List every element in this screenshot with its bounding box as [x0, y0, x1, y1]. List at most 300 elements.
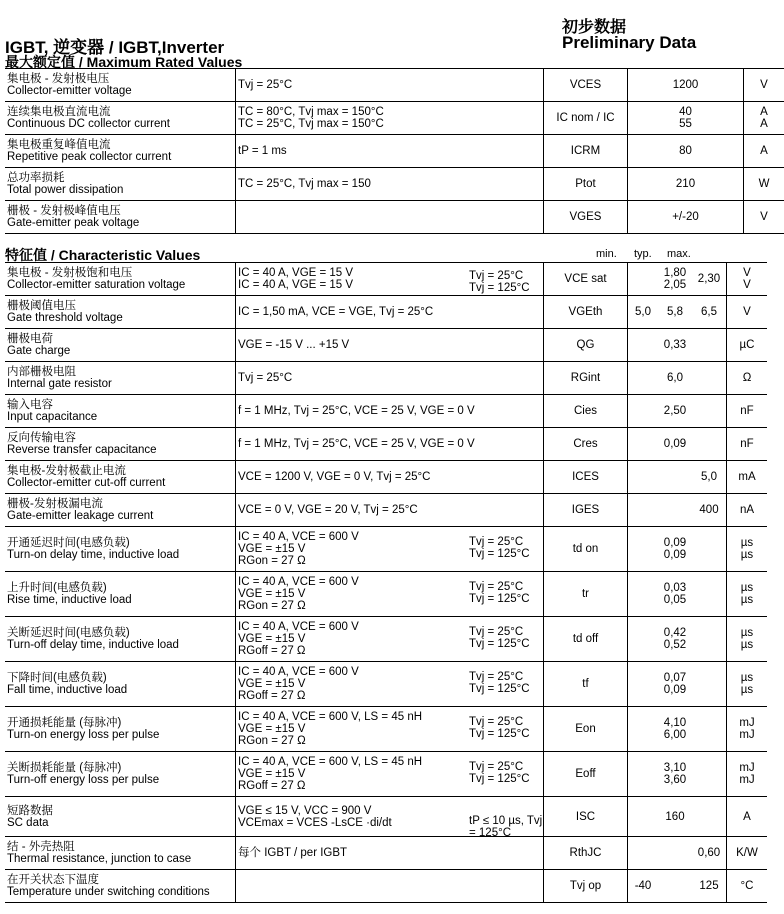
condition-line: VGE = ±15 V	[238, 768, 306, 780]
unit-line: µs	[740, 627, 754, 639]
min-cell	[628, 662, 659, 707]
param-cn: 在开关状态下温度	[7, 874, 99, 886]
typ-cell	[658, 395, 692, 428]
symbol: VCES	[544, 69, 628, 102]
param-en: Fall time, inductive load	[7, 684, 128, 696]
min-cell	[628, 296, 659, 329]
param-cell	[5, 329, 236, 362]
value-cell: 1200	[628, 69, 744, 102]
typ-line: 6,0	[667, 372, 683, 384]
table-row	[5, 201, 784, 234]
unit	[729, 471, 765, 483]
condition-cell	[236, 707, 544, 752]
unit-line: V	[743, 306, 751, 318]
unit-cell	[727, 263, 768, 296]
unit-line: mA	[738, 471, 756, 483]
param-en: Turn-off energy loss per pulse	[7, 774, 160, 786]
condition-cell	[236, 572, 544, 617]
condition-line: IC = 40 A, VCE = 600 V	[238, 531, 359, 543]
param-cell	[5, 263, 236, 296]
temperature	[469, 761, 530, 785]
param-en: Reverse transfer capacitance	[7, 444, 157, 456]
param-en: Repetitive peak collector current	[7, 151, 172, 163]
max	[694, 504, 724, 516]
unit-line: mJ	[739, 774, 755, 786]
typ-line: 4,10	[663, 717, 687, 729]
condition	[238, 438, 541, 450]
unit	[729, 880, 765, 892]
max	[694, 880, 724, 892]
typ-line: 160	[665, 810, 685, 823]
typ	[660, 627, 690, 651]
value-cell: 80	[628, 135, 744, 168]
condition-line: VCE = 1200 V, VGE = 0 V, Tvj = 25°C	[238, 471, 431, 483]
condition-line: VGE = ±15 V	[238, 723, 306, 735]
param-cell	[5, 296, 236, 329]
max-cell	[692, 263, 727, 296]
param-cell	[5, 395, 236, 428]
unit-cell	[727, 494, 768, 527]
param-cell	[5, 362, 236, 395]
max-cell	[692, 329, 727, 362]
typ-cell	[658, 296, 692, 329]
param-cn: 总功率损耗	[7, 172, 65, 184]
temperature-line: Tvj = 25°C	[469, 536, 524, 548]
unit	[729, 438, 765, 450]
condition	[238, 504, 541, 516]
condition-line: VGE = -15 V ... +15 V	[238, 339, 350, 351]
table-row	[5, 617, 767, 662]
max	[694, 306, 724, 318]
min-cell	[628, 837, 659, 870]
unit-cell	[727, 572, 768, 617]
unit-line: mJ	[739, 717, 755, 729]
typ	[660, 762, 690, 786]
typ-cell	[658, 870, 692, 903]
condition-cell	[236, 527, 544, 572]
condition-cell	[236, 494, 544, 527]
condition-line: RGoff = 27 Ω	[238, 690, 306, 702]
param-cn: 下降时间(电感负载)	[7, 672, 107, 684]
condition-line: RGoff = 27 Ω	[238, 780, 306, 792]
param-cell	[5, 527, 236, 572]
condition-cell	[236, 395, 544, 428]
condition-cell	[236, 296, 544, 329]
temperature-line: Tvj = 25°C	[469, 716, 524, 728]
param-cn: 栅极电荷	[7, 333, 53, 345]
table-row	[5, 296, 767, 329]
condition	[238, 306, 541, 318]
condition-line: IC = 40 A, VGE = 15 V	[238, 267, 354, 279]
condition	[238, 339, 541, 351]
typ-line: 0,52	[663, 639, 687, 651]
max-cell	[692, 494, 727, 527]
typ	[660, 372, 690, 384]
param-cn: 集电极重复峰值电流	[7, 139, 111, 151]
max-line: 5,0	[701, 471, 717, 483]
unit-line: K/W	[736, 847, 758, 859]
unit-line: µs	[740, 549, 754, 561]
condition-line: IC = 40 A, VCE = 600 V, LS = 45 nH	[238, 756, 423, 768]
section-characteristics: 特征值 / Characteristic Values	[5, 247, 201, 263]
max-ratings-table	[5, 68, 784, 234]
temperature-line: Tvj = 125°C	[469, 282, 530, 294]
condition-line: VGE = ±15 V	[238, 543, 306, 555]
symbol: tr	[544, 572, 628, 617]
unit-line: nF	[740, 438, 754, 450]
unit-cell	[727, 707, 768, 752]
condition-line: f = 1 MHz, Tvj = 25°C, VCE = 25 V, VGE = 0 V	[238, 405, 475, 417]
typ	[660, 405, 690, 417]
min-cell	[628, 870, 659, 903]
param-cn: 连续集电极直流电流	[7, 106, 111, 118]
max-line: 125	[699, 880, 719, 892]
temperature	[469, 671, 530, 695]
page-title: IGBT, 逆变器 / IGBT,Inverter	[5, 38, 225, 57]
param-cell	[5, 135, 236, 168]
unit-line: µs	[740, 639, 754, 651]
param-cn: 集电极-发射极截止电流	[7, 465, 126, 477]
col-max: max.	[667, 248, 691, 260]
temperature-line: Tvj = 25°C	[469, 761, 524, 773]
max-cell	[692, 752, 727, 797]
symbol: Eon	[544, 707, 628, 752]
condition-cell	[236, 329, 544, 362]
max-cell	[692, 837, 727, 870]
table-row	[5, 102, 784, 135]
condition-cell: TC = 25°C, Tvj max = 150	[236, 168, 544, 201]
param-cell	[5, 102, 236, 135]
param-cn: 上升时间(电感负载)	[7, 582, 107, 594]
param-cell	[5, 617, 236, 662]
typ-line: 0,33	[663, 339, 687, 351]
unit-line: µs	[740, 582, 754, 594]
param-cn: 开通损耗能量 (每脉冲)	[7, 717, 122, 729]
param-en: Collector-emitter cut-off current	[7, 477, 166, 489]
temperature	[469, 536, 530, 560]
condition-line: RGon = 27 Ω	[238, 735, 306, 747]
table-row	[5, 263, 767, 296]
typ-cell	[658, 837, 692, 870]
typ-cell	[658, 362, 692, 395]
min-cell	[628, 428, 659, 461]
unit	[729, 267, 765, 291]
table-row	[5, 870, 767, 903]
typ-cell	[658, 494, 692, 527]
symbol: tf	[544, 662, 628, 707]
condition-cell	[236, 428, 544, 461]
condition-line: IC = 40 A, VGE = 15 V	[238, 279, 354, 291]
min-cell	[628, 797, 659, 837]
unit-line: µC	[739, 339, 755, 351]
table-row	[5, 837, 767, 870]
unit-cell	[727, 797, 768, 837]
unit-line: V	[743, 279, 751, 291]
unit	[746, 106, 782, 130]
table-row	[5, 461, 767, 494]
param-cn: 开通延迟时间(电感负载)	[7, 537, 130, 549]
typ-line: 1,80	[663, 267, 687, 279]
condition-line: RGoff = 27 Ω	[238, 645, 306, 657]
typ-cell	[658, 527, 692, 572]
table-row	[5, 494, 767, 527]
typ	[660, 537, 690, 561]
param-cell	[5, 201, 236, 234]
typ-line: 0,07	[663, 672, 687, 684]
param-cn: 短路数据	[7, 804, 53, 817]
symbol: QG	[544, 329, 628, 362]
max-cell	[692, 870, 727, 903]
table-row	[5, 572, 767, 617]
param-en: Turn-off delay time, inductive load	[7, 639, 179, 651]
condition-cell	[236, 362, 544, 395]
table-row	[5, 362, 767, 395]
param-cell	[5, 707, 236, 752]
param-en: Turn-on energy loss per pulse	[7, 729, 160, 741]
min	[630, 880, 656, 892]
condition-line: RGon = 27 Ω	[238, 600, 306, 612]
status-en: Preliminary Data	[562, 33, 697, 52]
max-cell	[692, 572, 727, 617]
unit-line: V	[743, 267, 751, 279]
param-en: Gate threshold voltage	[7, 312, 123, 324]
param-en: Input capacitance	[7, 411, 98, 423]
min-cell	[628, 707, 659, 752]
max-line: 6,5	[701, 306, 717, 318]
table-row	[5, 329, 767, 362]
min-line: -40	[634, 880, 652, 892]
unit-line: nA	[739, 504, 755, 516]
condition-line: f = 1 MHz, Tvj = 25°C, VCE = 25 V, VGE = 0 V	[238, 438, 475, 450]
unit-cell	[727, 461, 768, 494]
typ-line: 0,03	[663, 582, 687, 594]
typ-line: 0,05	[663, 594, 687, 606]
typ-cell	[658, 428, 692, 461]
value-line: 55	[679, 118, 692, 130]
condition-cell	[236, 752, 544, 797]
unit	[729, 306, 765, 318]
table-row	[5, 428, 767, 461]
typ	[660, 672, 690, 696]
temperature-line: Tvj = 125°C	[469, 593, 530, 605]
max	[694, 273, 724, 285]
condition-line: VCEmax = VCES -LsCE ·di/dt	[238, 816, 392, 829]
min-cell	[628, 752, 659, 797]
symbol: IC nom / IC	[544, 102, 628, 135]
param-en: Collector-emitter saturation voltage	[7, 279, 186, 291]
typ	[660, 267, 690, 291]
param-cn: 结 - 外壳热阻	[7, 841, 75, 853]
unit	[729, 627, 765, 651]
param-en: Internal gate resistor	[7, 378, 112, 390]
typ-line: 0,42	[663, 627, 687, 639]
typ-line: 0,09	[663, 684, 687, 696]
unit	[729, 811, 765, 823]
typ	[660, 582, 690, 606]
typ-cell	[658, 617, 692, 662]
condition-line: RGon = 27 Ω	[238, 555, 306, 567]
param-cell	[5, 428, 236, 461]
temperature-line: Tvj = 125°C	[469, 683, 530, 695]
typ-cell	[658, 797, 692, 837]
typ-line: 2,05	[663, 279, 687, 291]
condition	[238, 372, 541, 384]
table-row	[5, 527, 767, 572]
condition-line: 每个 IGBT / per IGBT	[238, 847, 348, 859]
max-cell	[692, 296, 727, 329]
symbol: RGint	[544, 362, 628, 395]
unit-cell: A	[744, 135, 784, 168]
typ-cell	[658, 263, 692, 296]
typ-line: 3,60	[663, 774, 687, 786]
unit-cell	[727, 662, 768, 707]
typ	[660, 717, 690, 741]
temperature-line: Tvj = 125°C	[469, 728, 530, 740]
table-row	[5, 707, 767, 752]
max-line: 0,60	[697, 847, 721, 859]
typ-line: 5,8	[667, 306, 683, 318]
param-en: Total power dissipation	[7, 184, 124, 196]
max-cell	[692, 662, 727, 707]
temperature-line: Tvj = 25°C	[469, 270, 524, 282]
typ-line: 0,09	[663, 438, 687, 450]
section-max-ratings: 最大额定值 / Maximum Rated Values	[5, 54, 243, 70]
unit-cell	[744, 102, 784, 135]
temperature-line: Tvj = 25°C	[469, 626, 524, 638]
param-cn: 反向传输电容	[7, 432, 76, 444]
param-cn: 栅极 - 发射极峰值电压	[7, 205, 121, 217]
min-line: 5,0	[635, 306, 651, 318]
unit	[729, 847, 765, 859]
param-cell	[5, 168, 236, 201]
max-line: 400	[699, 504, 719, 516]
value-cell: +/-20	[628, 201, 744, 234]
symbol: td on	[544, 527, 628, 572]
unit-line: µs	[740, 684, 754, 696]
unit-cell	[727, 296, 768, 329]
symbol: Ptot	[544, 168, 628, 201]
unit	[729, 339, 765, 351]
col-typ: typ.	[634, 248, 652, 260]
condition-line: VGE = ±15 V	[238, 633, 306, 645]
param-cn: 输入电容	[7, 399, 53, 411]
unit	[729, 405, 765, 417]
condition	[238, 106, 541, 130]
max-cell	[692, 461, 727, 494]
param-en: Temperature under switching conditions	[7, 886, 210, 898]
max-cell	[692, 395, 727, 428]
value-cell	[628, 102, 744, 135]
temperature	[469, 626, 530, 650]
condition-line: IC = 40 A, VCE = 600 V, LS = 45 nH	[238, 711, 423, 723]
max-cell	[692, 428, 727, 461]
temperature-line: Tvj = 125°C	[469, 548, 530, 560]
unit-cell: V	[744, 201, 784, 234]
unit-line: mJ	[739, 762, 755, 774]
temperature	[469, 581, 530, 605]
value	[630, 106, 741, 130]
unit-line: Ω	[742, 372, 752, 384]
unit-cell: V	[744, 69, 784, 102]
unit-line: °C	[740, 880, 754, 892]
min-cell	[628, 494, 659, 527]
unit	[729, 582, 765, 606]
temperature	[469, 716, 530, 740]
symbol: Eoff	[544, 752, 628, 797]
max-cell	[692, 362, 727, 395]
condition-cell	[236, 662, 544, 707]
typ-cell	[658, 752, 692, 797]
symbol: VGEth	[544, 296, 628, 329]
typ-cell	[658, 662, 692, 707]
temperature-line: Tvj = 25°C	[469, 671, 524, 683]
unit-line: A	[760, 118, 768, 130]
unit-cell	[727, 362, 768, 395]
max-cell	[692, 707, 727, 752]
typ-cell	[658, 329, 692, 362]
unit-cell	[727, 527, 768, 572]
condition-line: IC = 40 A, VCE = 600 V	[238, 621, 359, 633]
unit	[729, 372, 765, 384]
condition-line: TC = 25°C, Tvj max = 150°C	[238, 118, 384, 130]
typ-line: 6,00	[663, 729, 687, 741]
condition-line: TC = 80°C, Tvj max = 150°C	[238, 106, 384, 118]
condition-line: VGE = ±15 V	[238, 588, 306, 600]
typ-line: 3,10	[663, 762, 687, 774]
param-cell	[5, 461, 236, 494]
unit-line: nF	[740, 405, 754, 417]
unit-line: A	[743, 810, 751, 823]
min-cell	[628, 527, 659, 572]
unit	[729, 504, 765, 516]
max	[694, 847, 724, 859]
status-cn: 初步数据	[562, 19, 627, 36]
condition-cell	[236, 461, 544, 494]
symbol: Cres	[544, 428, 628, 461]
typ	[660, 306, 690, 318]
unit-line: µs	[740, 672, 754, 684]
condition-cell	[236, 102, 544, 135]
condition-cell	[236, 201, 544, 234]
param-cell	[5, 797, 236, 837]
condition-line: IC = 40 A, VCE = 600 V	[238, 666, 359, 678]
condition	[238, 405, 541, 417]
max-cell	[692, 797, 727, 837]
condition-cell: tP = 1 ms	[236, 135, 544, 168]
typ-line: 2,50	[663, 405, 687, 417]
param-en: Thermal resistance, junction to case	[7, 853, 192, 865]
unit	[729, 672, 765, 696]
table-row	[5, 69, 784, 102]
typ	[660, 811, 690, 823]
param-en: Collector-emitter voltage	[7, 85, 132, 97]
min-cell	[628, 461, 659, 494]
unit-cell	[727, 617, 768, 662]
table-row	[5, 797, 767, 837]
unit	[729, 537, 765, 561]
symbol: td off	[544, 617, 628, 662]
max-cell	[692, 527, 727, 572]
param-cn: 集电极 - 发射极电压	[7, 73, 110, 85]
unit-line: µs	[740, 594, 754, 606]
min-cell	[628, 395, 659, 428]
temperature	[469, 270, 530, 294]
param-cn: 集电极 - 发射极饱和电压	[7, 267, 133, 279]
unit-cell: W	[744, 168, 784, 201]
unit-cell	[727, 329, 768, 362]
typ-line: 0,09	[663, 537, 687, 549]
condition-cell: Tvj = 25°C	[236, 69, 544, 102]
